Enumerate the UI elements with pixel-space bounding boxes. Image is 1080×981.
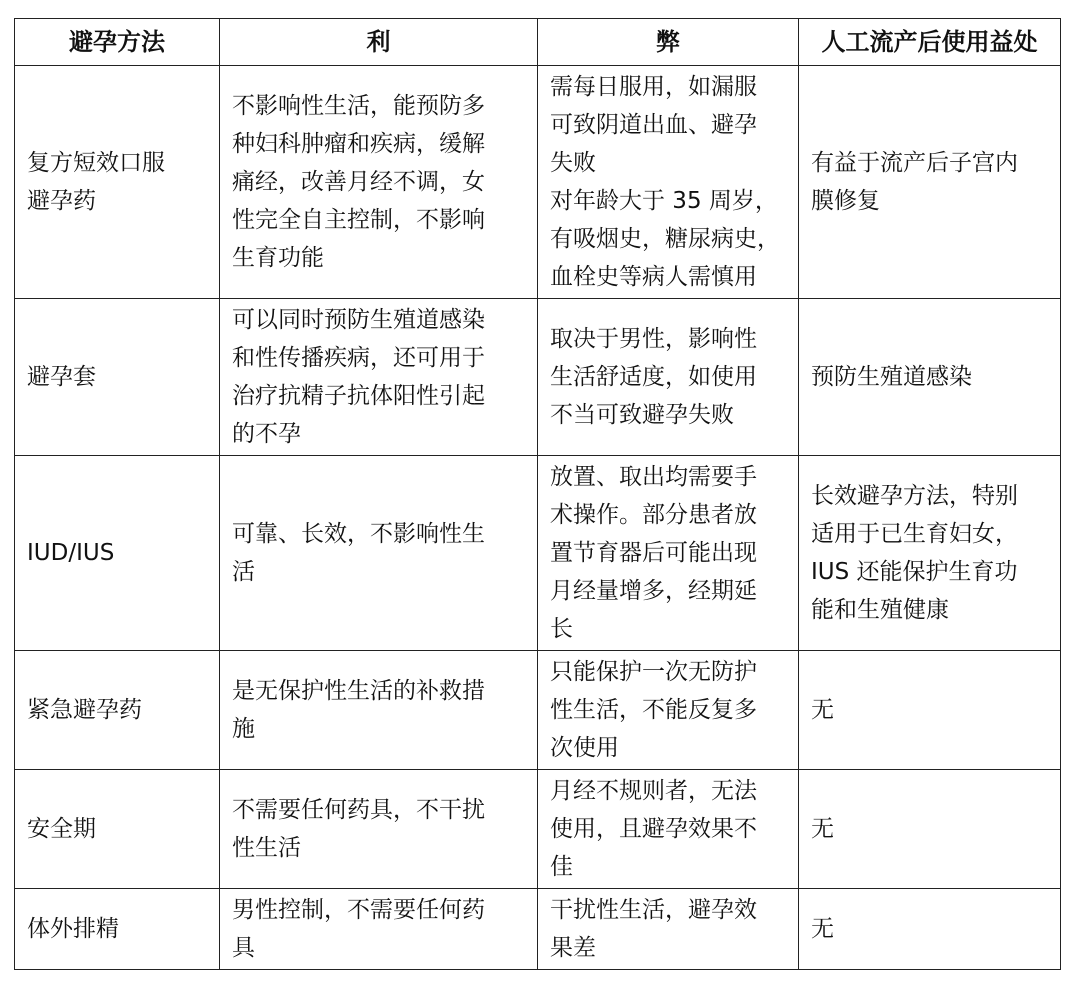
method-cell [15,651,220,770]
cons-cell [538,66,799,299]
cell-text-line: 痛经，改善月经不调，女 [232,169,485,195]
cell-text-line: 失败 [550,150,596,176]
cell-text-line: 不需要任何药具，不干扰 [232,797,485,823]
method-cell [15,66,220,299]
cell-text-line: 生育功能 [232,245,324,271]
cell-text-line: 紧急避孕药 [27,697,142,723]
cell-text-line: 可以同时预防生殖道感染 [232,307,485,333]
cell-text-line: 的不孕 [232,421,301,447]
cell-text-line: 月经不规则者，无法 [550,778,757,804]
cell-text-line: 术操作。部分患者放 [550,502,757,528]
header-post-abortion-benefit: 人工流产后使用益处 [799,19,1061,66]
cons-cell [538,889,799,970]
cell-text-line: IUD/IUS [27,540,115,566]
benefit-cell [799,456,1061,651]
cell-text-line: 可靠、长效，不影响性生 [232,521,485,547]
pros-cell [220,456,538,651]
table-row [15,456,1061,651]
method-cell [15,770,220,889]
cell-text-line: 膜修复 [811,188,880,214]
table-row [15,889,1061,970]
benefit-cell [799,66,1061,299]
pros-cell [220,770,538,889]
cell-text-line: 具 [232,935,255,961]
benefit-cell [799,299,1061,456]
table-row [15,299,1061,456]
cell-text-line: 次使用 [550,735,619,761]
cons-cell [538,770,799,889]
cell-text-line: IUS 还能保护生育功 [811,559,1018,585]
cons-cell [538,299,799,456]
cell-text-line: 种妇科肿瘤和疾病，缓解 [232,131,485,157]
cell-text-line: 男性控制，不需要任何药 [232,897,485,923]
pros-cell [220,889,538,970]
cell-text-line: 生活舒适度，如使用 [550,364,757,390]
cell-text-line: 体外排精 [27,916,119,942]
pros-cell [220,66,538,299]
cell-text-line: 干扰性生活，避孕效 [550,897,757,923]
table-row [15,66,1061,299]
method-cell [15,299,220,456]
table-row [15,770,1061,889]
benefit-cell [799,651,1061,770]
cell-text-line: 置节育器后可能出现 [550,540,757,566]
cell-text-line: 无 [811,697,834,723]
cons-cell [538,456,799,651]
cell-text-line: 无 [811,816,834,842]
cell-text-line: 不当可致避孕失败 [550,402,734,428]
cell-text-line: 预防生殖道感染 [811,364,972,390]
cell-text-line: 避孕药 [27,188,96,214]
cell-text-line: 长效避孕方法，特别 [811,483,1018,509]
cell-text-line: 性生活 [232,835,301,861]
cell-text-line: 有吸烟史，糖尿病史， [550,226,780,252]
cell-text-line: 月经量增多，经期延 [550,578,757,604]
header-pros: 利 [220,19,538,66]
cell-text-line: 放置、取出均需要手 [550,464,757,490]
cell-text-line: 取决于男性，影响性 [550,326,757,352]
cell-text-line: 长 [550,616,573,642]
contraception-comparison-table [14,18,1061,970]
cell-text-line: 性生活，不能反复多 [550,697,757,723]
cell-text-line: 不影响性生活，能预防多 [232,93,485,119]
cell-text-line: 可致阴道出血、避孕 [550,112,757,138]
method-cell [15,456,220,651]
pros-cell [220,299,538,456]
cell-text-line: 需每日服用，如漏服 [550,74,757,100]
cell-text-line: 使用，且避孕效果不 [550,816,757,842]
cell-text-line: 性完全自主控制，不影响 [232,207,485,233]
cell-text-line: 安全期 [27,816,96,842]
cell-text-line: 是无保护性生活的补救措 [232,678,485,704]
cell-text-line: 有益于流产后子宫内 [811,150,1018,176]
cell-text-line: 复方短效口服 [27,150,165,176]
cell-text-line: 活 [232,559,255,585]
header-row [15,19,1061,66]
cell-text-line: 无 [811,916,834,942]
cell-text-line: 和性传播疾病，还可用于 [232,345,485,371]
cell-text-line: 果差 [550,935,596,961]
cell-text-line: 只能保护一次无防护 [550,659,757,685]
cons-cell [538,651,799,770]
header-cons: 弊 [538,19,799,66]
table-body [15,66,1061,970]
cell-text-line: 对年龄大于 35 周岁， [550,188,778,214]
benefit-cell [799,889,1061,970]
cell-text-line: 治疗抗精子抗体阳性引起 [232,383,485,409]
cell-text-line: 适用于已生育妇女， [811,521,1018,547]
method-cell [15,889,220,970]
cell-text-line: 能和生殖健康 [811,597,949,623]
cell-text-line: 佳 [550,854,573,880]
table-row [15,651,1061,770]
pros-cell [220,651,538,770]
cell-text-line: 血栓史等病人需慎用 [550,264,757,290]
cell-text-line: 避孕套 [27,364,96,390]
header-method: 避孕方法 [15,19,220,66]
benefit-cell [799,770,1061,889]
cell-text-line: 施 [232,716,255,742]
